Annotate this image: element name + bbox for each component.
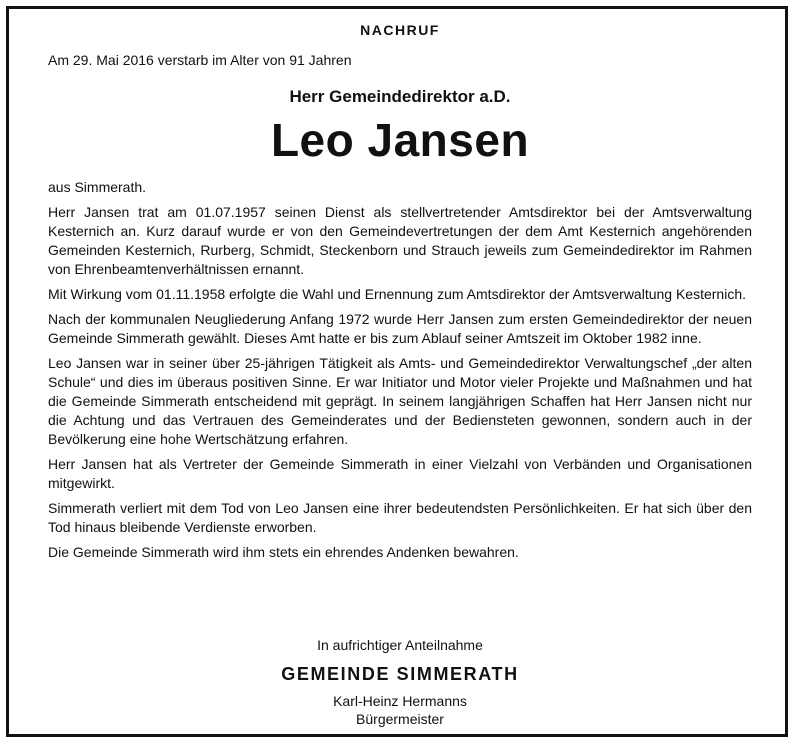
body-paragraph: Herr Jansen trat am 01.07.1957 seinen Dienst als stellvertretender Amtsdirektor bei der Amtsverwaltung Kesternich an. Kurz darauf wurde er von den Gemeindevertretungen der dem Amt Kesternich angehörenden Gemeinden Kesternich, Rurberg, Schmidt, Steckenborn und Strauch jeweils zum Gemeindedirektor im Rahmen von Ehrenbeamtenverhältnissen ernannt. [48,204,752,277]
organization-name: GEMEINDE SIMMERATH [281,664,519,684]
death-announcement-line: Am 29. Mai 2016 verstarb im Alter von 91 Jahren [48,52,352,68]
body-paragraph: Die Gemeinde Simmerath wird ihm stets ein ehrendes Andenken bewahren. [48,544,519,560]
body-paragraph: Herr Jansen hat als Vertreter der Gemeinde Simmerath in einer Vielzahl von Verbänden und Organisationen mitgewirkt. [48,456,752,491]
signer-name: Karl-Heinz Hermanns [333,693,467,709]
origin-line: aus Simmerath. [48,179,147,195]
body-paragraph: Nach der kommunalen Neugliederung Anfang 1972 wurde Herr Jansen zum ersten Gemeindedirektor der neuen Gemeinde Simmerath gewählt. Dieses Amt hatte er bis zum Ablauf seiner Amtszeit im Oktober 1982 inne. [48,311,752,346]
closing-phrase: In aufrichtiger Anteilnahme [317,637,483,653]
body-paragraph: Simmerath verliert mit dem Tod von Leo Jansen eine ihrer bedeutendsten Persönlichkeiten. Er hat sich über den Tod hinaus bleibende Verdienste erworben. [48,500,752,535]
notice-heading: NACHRUF [360,22,440,38]
honorific-title: Herr Gemeindedirektor a.D. [289,87,511,106]
obituary-body [48,178,752,568]
body-paragraph: Leo Jansen war in seiner über 25-jährigen Tätigkeit als Amts- und Gemeindedirektor Verwaltungschef „der alten Schule“ und dies im überaus positiven Sinne. Er war Initiator und Motor vieler Projekte und Maßnahmen und hat die Gemeinde Simmerath entscheidend mit geprägt. In seinem langjährigen Schaffen hat Herr Jansen nicht nur die Achtung und das Vertrauen des Gemeinderates und der Bediensteten gewonnen, sondern auch in der Bevölkerung eine hohe Wertschätzung erfahren. [48,355,752,447]
signer-title: Bürgermeister [356,711,444,727]
body-paragraph: Mit Wirkung vom 01.11.1958 erfolgte die Wahl und Ernennung zum Amtsdirektor der Amtsverwaltung Kesternich. [48,286,747,302]
deceased-name: Leo Jansen [270,114,530,166]
signature-block [0,692,800,728]
